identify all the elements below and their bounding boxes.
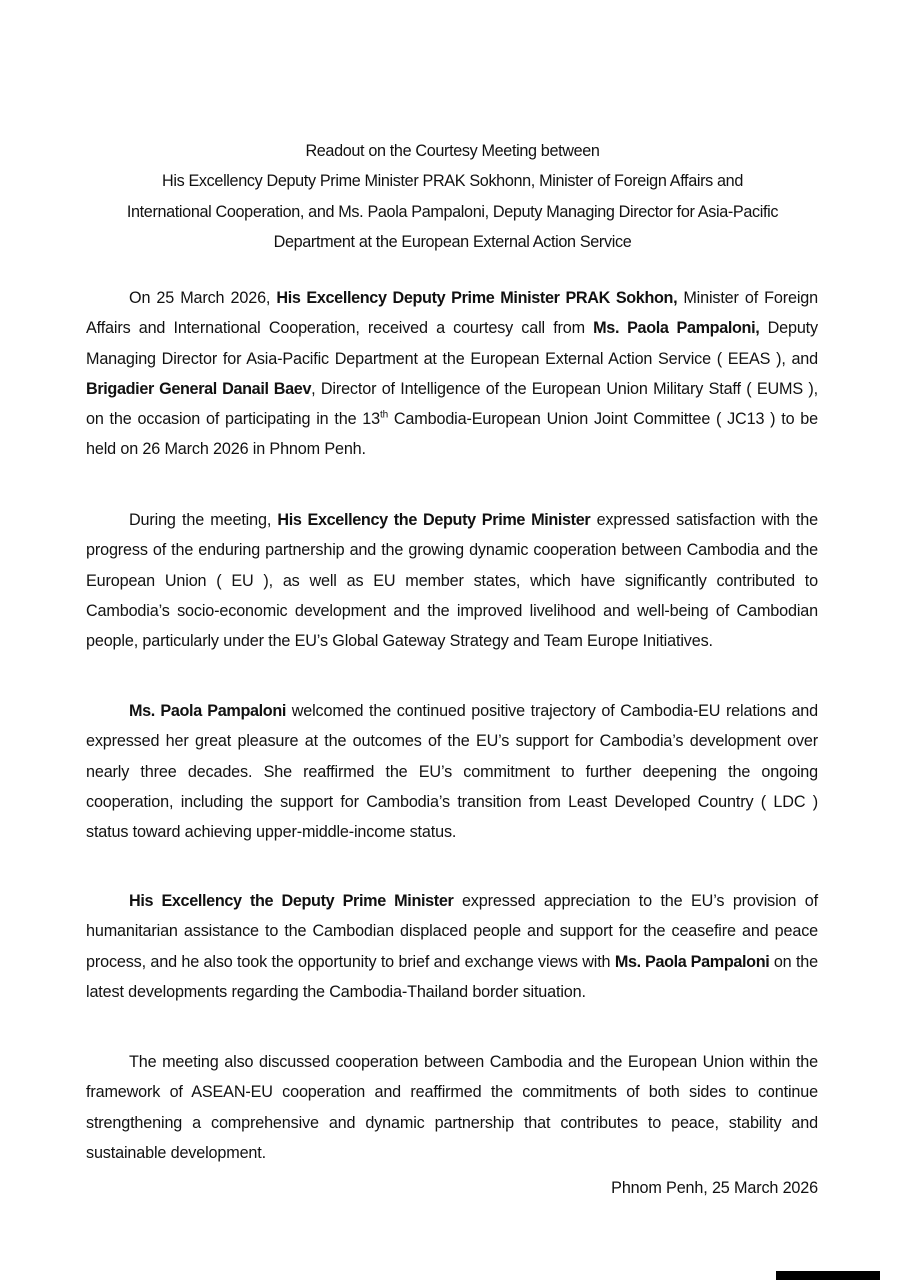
paragraph-text (86, 696, 818, 847)
paragraph-5 (86, 1047, 818, 1168)
body-text: Cambodia-European Union Joint Committee ( JC13 ) to be held on 26 March 2026 in Phnom Penh. (86, 410, 818, 459)
paragraph-text (86, 1047, 818, 1168)
body-text: expressed satisfaction with the progress of the enduring partnership and the growing dynamic cooperation between Cambodia and the European Union ( EU ), as well as EU member states, which have significantly contributed to Cambodia’s socio-economic development and the improved livelihood and well-being of Cambodian people, particularly under the EU’s Global Gateway Strategy and Team Europe Initiatives. (86, 511, 818, 651)
bold-name-text: Ms. Paola Pampaloni (129, 702, 287, 720)
bold-name-text: His Excellency the Deputy Prime Minister (129, 892, 454, 910)
document-title (60, 136, 845, 257)
paragraph-text (86, 283, 818, 465)
body-text: Minister of Foreign Affairs and International Cooperation, received a courtesy call from (86, 289, 819, 338)
paragraph-text (86, 505, 818, 656)
body-text: Deputy Managing Director for Asia-Pacific Department at the European External Action Service ( EEAS ), and (86, 319, 818, 368)
body-text: The meeting also discussed cooperation between Cambodia and the European Union within the framework of ASEAN-EU cooperation and reaffirmed the commitments of both sides to continue strengthening a comprehensive and dynamic partnership that contributes to peace, stability and sustainable development. (86, 1053, 818, 1162)
body-text: , Director of Intelligence of the European Union Military Staff ( EUMS ), on the occasion of participating in the 13 (86, 379, 819, 429)
bold-name-text: Ms. Paola Pampaloni, (593, 319, 760, 338)
bold-name-text: His Excellency Deputy Prime Minister PRAK Sokhon, (276, 289, 678, 307)
paragraph-4 (86, 886, 818, 1007)
paragraph-2 (86, 505, 818, 656)
bold-name-text: Ms. Paola Pampaloni (614, 952, 770, 971)
paragraph-3 (86, 696, 818, 847)
body-text: On 25 March 2026, (129, 289, 277, 307)
body-text: expressed appreciation to the EU’s provision of humanitarian assistance to the Cambodian displaced people and support for the ceasefire and peace process, and he also took the opportunity to brief and exchange views with (86, 892, 818, 971)
body-text: During the meeting, (129, 511, 278, 529)
paragraph-1 (86, 283, 818, 465)
title-line-4: Department at the European External Action Service (273, 232, 632, 251)
redaction-bar (776, 1271, 880, 1280)
title-line-3: International Cooperation, and Ms. Paola Pampaloni, Deputy Managing Director for Asia-Pacific (126, 202, 779, 221)
ordinal-suffix: th (380, 409, 389, 421)
bold-name-text: His Excellency the Deputy Prime Minister (277, 511, 591, 529)
body-text: on the latest developments regarding the Cambodia-Thailand border situation. (86, 952, 819, 1001)
title-line-2: His Excellency Deputy Prime Minister PRAK Sokhonn, Minister of Foreign Affairs and (162, 172, 743, 191)
title-line-1: Readout on the Courtesy Meeting between (305, 142, 600, 160)
bold-name-text: Brigadier General Danail Baev (86, 379, 312, 398)
place-date-signoff: Phnom Penh, 25 March 2026 (611, 1179, 818, 1197)
paragraph-text (86, 886, 818, 1007)
body-text: welcomed the continued positive trajectory of Cambodia-EU relations and expressed her great pleasure at the outcomes of the EU’s support for Cambodia’s development over nearly three decades. She reaffirmed the EU’s commitment to further deepening the ongoing cooperation, including the support for Cambodia’s transition from Least Developed Country ( LDC ) status toward achieving upper-middle-income status. (86, 702, 819, 842)
